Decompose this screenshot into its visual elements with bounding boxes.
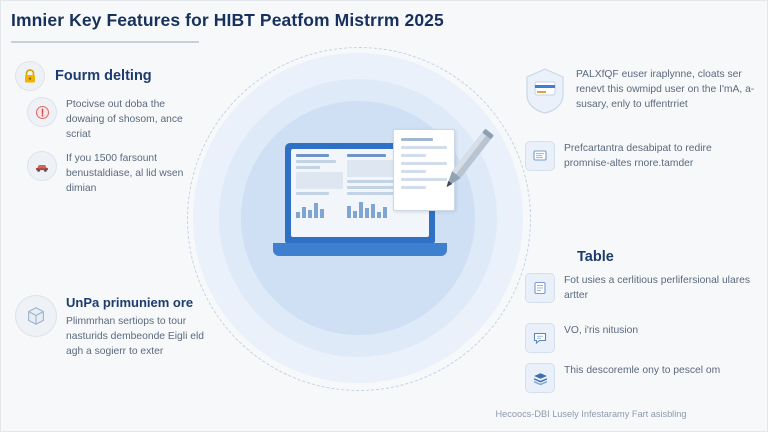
right-section-heading: [577, 249, 757, 265]
list-item-title: UnPa primuniem ore: [66, 295, 194, 310]
list-item-body: [66, 295, 223, 359]
list-item[interactable]: [27, 97, 197, 142]
screen-line: [296, 154, 329, 157]
screen-line: [296, 192, 329, 195]
box-icon: [15, 295, 57, 337]
screen-barchart: [296, 198, 343, 218]
card-badge-icon: [523, 67, 567, 120]
right-heading-label: Table: [577, 249, 614, 265]
pen-icon: [421, 121, 507, 207]
list-item[interactable]: [15, 295, 223, 359]
screen-line: [296, 160, 336, 163]
screen-block: [296, 172, 343, 189]
list-icon: [525, 273, 555, 303]
list-item-text: Ptocivse out doba the dowaing of shosom, ance scriat: [66, 99, 183, 140]
title-divider: [11, 41, 199, 43]
left-section-heading: [15, 61, 152, 91]
list-item-text: Prefcartantra desabipat to redire promnise-altes rnore.tamder: [564, 143, 712, 169]
list-item-text: Fot usies a cerlitious perlifersional ulares artter: [564, 275, 750, 301]
footer-note: Hecoocs-DBI Lusely Infestaramy Fart asisbling: [495, 409, 687, 419]
list-item[interactable]: [525, 141, 753, 171]
list-item[interactable]: [525, 363, 751, 393]
screen-line: [347, 154, 385, 157]
laptop-base: [273, 243, 447, 256]
alert-icon: [27, 97, 57, 127]
list-item-text: PALXfQF euser iraplynne, cloats ser renevt this owmipd user on the I'mA, a-susary, enly to uffentrriet: [576, 69, 755, 110]
list-item[interactable]: [525, 323, 751, 353]
layers-icon: [525, 363, 555, 393]
list-item[interactable]: [525, 273, 751, 303]
list-item[interactable]: [27, 151, 199, 196]
screen-line: [296, 166, 320, 169]
page-title: Imnier Key Features for HIBT Peatfom Mistrrm 2025: [11, 10, 444, 30]
list-item-text: If you 1500 farsount benustaldiase, al lid wsen dimian: [66, 153, 184, 194]
list-item[interactable]: [523, 67, 755, 120]
left-heading-label: Fourm delting: [55, 68, 152, 84]
screen-column-left: [296, 154, 343, 232]
lock-icon: [15, 61, 45, 91]
screen-icon: [525, 141, 555, 171]
chat-icon: [525, 323, 555, 353]
car-icon: [27, 151, 57, 181]
list-item-text: Plimmrhan sertiops to tour nasturids dembeonde Eigli eld agh a sogierr to exter: [66, 316, 204, 357]
list-item-text: VO, i'ris nitusion: [564, 325, 639, 336]
list-item-text: This descoremle ony to pescel om: [564, 365, 721, 376]
